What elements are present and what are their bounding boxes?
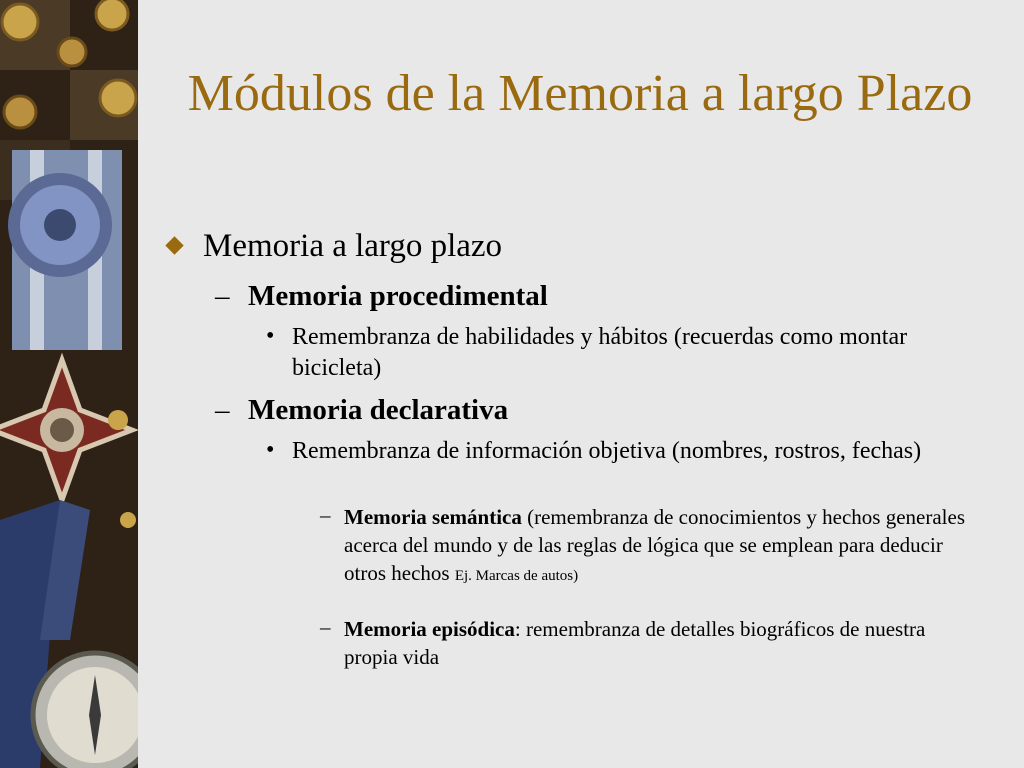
heading-procedural-memory: Memoria procedimental xyxy=(248,280,548,312)
dot-bullet-icon: • xyxy=(266,323,275,349)
heading-declarative-memory: Memoria declarativa xyxy=(248,394,509,426)
dash-marker: – xyxy=(320,503,331,527)
semantic-memory-item xyxy=(344,503,969,590)
dash-marker: – xyxy=(215,394,230,426)
semantic-memory-text: (remembranza de conocimientos y hechos generales acerca del mundo y de las reglas de lógica que se emplean para deducir otros hechos xyxy=(344,505,966,585)
episodic-memory-item xyxy=(344,615,984,671)
bullet-text: Memoria a largo plazo xyxy=(203,228,503,264)
semantic-memory-label: Memoria semántica xyxy=(344,505,522,529)
dash-marker: – xyxy=(320,615,331,639)
slide-title: Módulos de la Memoria a largo Plazo xyxy=(187,65,973,122)
episodic-memory-text: : remembranza de detalles biográficos de nuestra propia vida xyxy=(344,617,926,669)
episodic-memory-label: Memoria episódica xyxy=(344,617,515,641)
decorative-medal-image xyxy=(0,0,138,768)
dash-marker: – xyxy=(215,280,230,312)
procedural-detail: Remembranza de habilidades y hábitos (recuerdas como montar bicicleta) xyxy=(292,324,908,381)
diamond-bullet-icon xyxy=(165,236,183,254)
dot-bullet-icon: • xyxy=(266,437,275,463)
declarative-detail: Remembranza de información objetiva (nombres, rostros, fechas) xyxy=(292,438,922,464)
semantic-memory-example: Ej. Marcas de autos) xyxy=(454,568,579,584)
